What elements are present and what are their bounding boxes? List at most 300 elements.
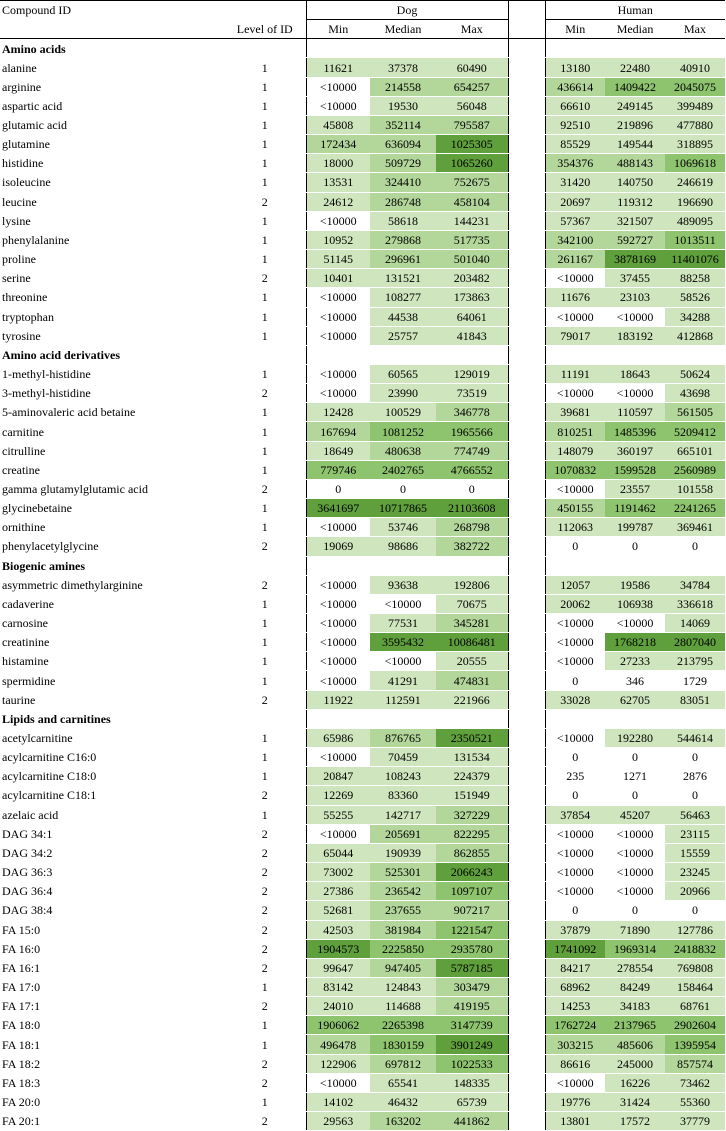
dog-min-cell: 18649 (306, 441, 370, 460)
dog-min-cell: <10000 (306, 575, 370, 594)
dog-max-cell: 129019 (436, 364, 508, 383)
dog-max-cell: 221966 (436, 690, 508, 709)
level-of-id: 1 (261, 750, 268, 765)
compound-name: 3-methyl-histidine (2, 386, 91, 401)
dog-median-cell: 296961 (370, 250, 436, 269)
dog-max-cell: 474831 (436, 671, 508, 690)
dog-median-cell: 214558 (370, 77, 436, 96)
human-min-cell: 84217 (545, 958, 605, 977)
dog-median-cell: 190939 (370, 843, 436, 862)
table-row (0, 594, 725, 613)
dog-median-cell: 205691 (370, 824, 436, 843)
table-row (0, 671, 725, 690)
level-of-id: 1 (261, 1018, 268, 1033)
human-min-cell: 92510 (545, 115, 605, 134)
dog-median-cell: 1081252 (370, 422, 436, 441)
human-median-header: Median (605, 20, 665, 39)
dog-max-cell: 2066243 (436, 863, 508, 882)
human-max-cell: 665101 (665, 441, 725, 460)
human-median-cell: 245000 (605, 1054, 665, 1073)
human-max-cell: 477880 (665, 115, 725, 134)
dog-median-cell: 83360 (370, 786, 436, 805)
dog-min-cell: 65986 (306, 728, 370, 747)
dog-median-cell: 237655 (370, 901, 436, 920)
human-max-cell: 369461 (665, 518, 725, 537)
dog-max-cell: 20555 (436, 652, 508, 671)
dog-min-cell: 1906062 (306, 1016, 370, 1035)
human-min-cell: <10000 (545, 633, 605, 652)
table-row (0, 824, 725, 843)
dog-max-cell: 419195 (436, 997, 508, 1016)
table-row (0, 767, 725, 786)
table-row (0, 901, 725, 920)
table-row (0, 250, 725, 269)
compound-name: creatine (2, 462, 40, 477)
dog-max-cell: 151949 (436, 786, 508, 805)
level-of-id: 2 (261, 960, 268, 975)
dog-max-cell: 795587 (436, 115, 508, 134)
level-of-id: 1 (261, 443, 268, 458)
dog-median-cell: 163202 (370, 1112, 436, 1131)
level-of-id: 1 (261, 654, 268, 669)
human-median-cell: 140750 (605, 173, 665, 192)
dog-min-cell: <10000 (306, 326, 370, 345)
dog-min-cell: <10000 (306, 364, 370, 383)
human-min-cell: 14253 (545, 997, 605, 1016)
dog-median-cell: 60565 (370, 364, 436, 383)
dog-max-cell: 1965566 (436, 422, 508, 441)
dog-max-cell: 458104 (436, 192, 508, 211)
dog-min-cell: 73002 (306, 863, 370, 882)
human-max-cell: 2560989 (665, 460, 725, 479)
dog-max-cell: 1221547 (436, 920, 508, 939)
level-of-id: 1 (261, 1094, 268, 1109)
dog-max-cell: 654257 (436, 77, 508, 96)
dog-min-cell: 10952 (306, 230, 370, 249)
dog-median-cell: 2265398 (370, 1016, 436, 1035)
header-row-2 (0, 20, 725, 39)
human-min-cell: 85529 (545, 135, 605, 154)
dog-max-cell: 862855 (436, 843, 508, 862)
human-median-cell: 1485396 (605, 422, 665, 441)
human-min-cell: 19776 (545, 1092, 605, 1111)
compound-name: phenylalanine (2, 232, 70, 247)
human-median-cell: 106938 (605, 594, 665, 613)
human-max-cell: 14069 (665, 614, 725, 633)
dog-max-cell: 131534 (436, 748, 508, 767)
human-min-cell: 37879 (545, 920, 605, 939)
dog-median-cell: 509729 (370, 154, 436, 173)
compound-name: phenylacetylglycine (2, 539, 99, 554)
dog-min-cell: <10000 (306, 824, 370, 843)
compound-name: carnitine (2, 424, 44, 439)
level-of-id: 2 (261, 788, 268, 803)
table-row (0, 614, 725, 633)
human-median-cell: 360197 (605, 441, 665, 460)
table-row (0, 96, 725, 115)
human-min-cell: 11676 (545, 288, 605, 307)
human-median-cell: 278554 (605, 958, 665, 977)
table-row (0, 1035, 725, 1054)
human-max-cell: 196690 (665, 192, 725, 211)
dog-max-cell: 441862 (436, 1112, 508, 1131)
dog-median-cell: 23990 (370, 384, 436, 403)
table-row (0, 1016, 725, 1035)
human-max-cell: 2902604 (665, 1016, 725, 1035)
human-min-cell: <10000 (545, 863, 605, 882)
human-median-cell: 22480 (605, 58, 665, 77)
dog-min-cell: <10000 (306, 671, 370, 690)
table-row (0, 977, 725, 996)
category-row (0, 556, 725, 575)
human-min-cell: 68962 (545, 977, 605, 996)
human-min-cell: 354376 (545, 154, 605, 173)
dog-min-cell: 12428 (306, 403, 370, 422)
human-median-cell: <10000 (605, 843, 665, 862)
level-of-id: 1 (261, 980, 268, 995)
level-of-id: 1 (261, 175, 268, 190)
level-of-id: 1 (261, 731, 268, 746)
dog-min-cell: 11922 (306, 690, 370, 709)
human-median-cell: 110597 (605, 403, 665, 422)
human-max-cell: 2807040 (665, 633, 725, 652)
dog-median-cell: 53746 (370, 518, 436, 537)
dog-median-header: Median (370, 20, 436, 39)
dog-min-cell: 24010 (306, 997, 370, 1016)
dog-min-cell: 13531 (306, 173, 370, 192)
human-max-cell: 50624 (665, 364, 725, 383)
human-max-cell: 561505 (665, 403, 725, 422)
human-median-cell: <10000 (605, 882, 665, 901)
human-min-cell: <10000 (545, 479, 605, 498)
dog-median-cell: 112591 (370, 690, 436, 709)
dog-max-cell: 501040 (436, 250, 508, 269)
table-row (0, 939, 725, 958)
dog-min-cell: 24612 (306, 192, 370, 211)
human-median-cell: 592727 (605, 230, 665, 249)
dog-median-cell: 3595432 (370, 633, 436, 652)
table-row (0, 633, 725, 652)
human-min-cell: 148079 (545, 441, 605, 460)
human-max-cell: 5209412 (665, 422, 725, 441)
dog-median-cell: 108277 (370, 288, 436, 307)
human-median-cell: 0 (605, 901, 665, 920)
dog-max-cell: 346778 (436, 403, 508, 422)
table-row (0, 211, 725, 230)
human-min-cell: 31420 (545, 173, 605, 192)
level-of-id: 2 (261, 826, 268, 841)
human-median-cell: 62705 (605, 690, 665, 709)
human-median-cell: 16226 (605, 1073, 665, 1092)
table-row (0, 690, 725, 709)
compound-name: creatinine (2, 635, 50, 650)
compound-name: ornithine (2, 520, 46, 535)
dog-max-cell: 144231 (436, 211, 508, 230)
human-max-cell: 0 (665, 786, 725, 805)
human-max-cell: 11401076 (665, 250, 725, 269)
level-of-id: 2 (261, 865, 268, 880)
human-median-cell: 485606 (605, 1035, 665, 1054)
human-max-cell: 336618 (665, 594, 725, 613)
compound-name: FA 20:1 (2, 1114, 41, 1129)
human-median-cell: <10000 (605, 384, 665, 403)
level-of-id: 2 (261, 481, 268, 496)
dog-max-cell: 303479 (436, 977, 508, 996)
compound-name: azelaic acid (2, 807, 59, 822)
human-min-cell: <10000 (545, 307, 605, 326)
human-max-cell: 40910 (665, 58, 725, 77)
dog-median-cell: 142717 (370, 805, 436, 824)
human-min-cell: 86616 (545, 1054, 605, 1073)
dog-max-cell: 3147739 (436, 1016, 508, 1035)
table-row (0, 173, 725, 192)
human-max-cell: 857574 (665, 1054, 725, 1073)
dog-min-cell: <10000 (306, 288, 370, 307)
human-median-cell: 1271 (605, 767, 665, 786)
dog-max-cell: 21103608 (436, 499, 508, 518)
compound-name: FA 18:2 (2, 1056, 41, 1071)
level-of-id: 1 (261, 616, 268, 631)
compound-name: isoleucine (2, 175, 51, 190)
dog-min-cell: 51145 (306, 250, 370, 269)
level-of-id-header: Level of ID (224, 20, 306, 39)
level-of-id: 2 (261, 577, 268, 592)
compound-name: 5-aminovaleric acid betaine (2, 405, 136, 420)
category-label: Biogenic amines (2, 558, 85, 573)
dog-min-cell: 42503 (306, 920, 370, 939)
dog-min-cell: 122906 (306, 1054, 370, 1073)
level-of-id: 2 (261, 845, 268, 860)
dog-median-cell: 480638 (370, 441, 436, 460)
compound-name: aspartic acid (2, 98, 63, 113)
compound-name: tryptophan (2, 309, 54, 324)
human-max-cell: 83051 (665, 690, 725, 709)
dog-max-cell: 56048 (436, 96, 508, 115)
level-of-id: 2 (261, 1075, 268, 1090)
compound-name: carnosine (2, 616, 48, 631)
dog-max-cell: 382722 (436, 537, 508, 556)
human-median-cell: 84249 (605, 977, 665, 996)
dog-min-cell: <10000 (306, 77, 370, 96)
level-of-id: 2 (261, 539, 268, 554)
human-median-cell: 321507 (605, 211, 665, 230)
human-min-cell: <10000 (545, 728, 605, 747)
compound-name: FA 15:0 (2, 922, 41, 937)
compound-name: asymmetric dimethylarginine (2, 577, 143, 592)
human-max-cell: 34288 (665, 307, 725, 326)
dog-max-cell: 224379 (436, 767, 508, 786)
compound-name: FA 16:0 (2, 941, 41, 956)
table-row (0, 192, 725, 211)
human-min-cell: 11191 (545, 364, 605, 383)
dog-max-cell: 1022533 (436, 1054, 508, 1073)
table-row (0, 786, 725, 805)
compound-id-header: Compound ID (0, 1, 224, 20)
level-of-id: 1 (261, 60, 268, 75)
dog-median-cell: 10717865 (370, 499, 436, 518)
dog-max-cell: 2935780 (436, 939, 508, 958)
human-median-cell: 23103 (605, 288, 665, 307)
table-row (0, 288, 725, 307)
human-min-cell: <10000 (545, 614, 605, 633)
level-of-id: 1 (261, 520, 268, 535)
compound-name: FA 18:0 (2, 1018, 41, 1033)
human-max-cell: 2045075 (665, 77, 725, 96)
human-median-cell: 34183 (605, 997, 665, 1016)
dog-median-cell: 108243 (370, 767, 436, 786)
level-of-id: 2 (261, 922, 268, 937)
level-of-id: 2 (261, 194, 268, 209)
dog-max-cell: 148335 (436, 1073, 508, 1092)
human-median-cell: 23557 (605, 479, 665, 498)
dog-max-cell: 173863 (436, 288, 508, 307)
category-label: Amino acid derivatives (2, 347, 120, 362)
human-median-cell: 71890 (605, 920, 665, 939)
dog-min-cell: <10000 (306, 652, 370, 671)
table-row (0, 230, 725, 249)
dog-min-cell: <10000 (306, 307, 370, 326)
dog-median-cell: <10000 (370, 594, 436, 613)
dog-max-cell: 345281 (436, 614, 508, 633)
table-row (0, 728, 725, 747)
dog-max-cell: 60490 (436, 58, 508, 77)
compound-name: glutamine (2, 137, 50, 152)
dog-max-cell: 822295 (436, 824, 508, 843)
table-body (0, 39, 725, 1131)
table-row (0, 479, 725, 498)
dog-max-cell: 203482 (436, 269, 508, 288)
table-row (0, 384, 725, 403)
human-median-cell: 149544 (605, 135, 665, 154)
human-min-cell: 0 (545, 671, 605, 690)
table-row (0, 882, 725, 901)
dog-max-cell: 517735 (436, 230, 508, 249)
dog-max-cell: 327229 (436, 805, 508, 824)
level-of-id: 2 (261, 884, 268, 899)
dog-max-cell: 41843 (436, 326, 508, 345)
human-min-cell: 810251 (545, 422, 605, 441)
human-median-cell: 192280 (605, 728, 665, 747)
level-of-id: 2 (261, 1056, 268, 1071)
table-row (0, 441, 725, 460)
compound-name: histidine (2, 156, 44, 171)
level-of-id: 1 (261, 807, 268, 822)
level-of-id: 1 (261, 673, 268, 688)
dog-max-header: Max (436, 20, 508, 39)
human-min-cell: 303215 (545, 1035, 605, 1054)
level-of-id: 1 (261, 98, 268, 113)
dog-min-cell: 496478 (306, 1035, 370, 1054)
level-of-id: 1 (261, 118, 268, 133)
dog-median-cell: 77531 (370, 614, 436, 633)
dog-max-cell: 3901249 (436, 1035, 508, 1054)
dog-min-cell: <10000 (306, 518, 370, 537)
compound-name: FA 18:3 (2, 1075, 41, 1090)
table-row (0, 1054, 725, 1073)
human-min-cell: 0 (545, 786, 605, 805)
human-median-cell: 346 (605, 671, 665, 690)
table-row (0, 307, 725, 326)
human-median-cell: 1768218 (605, 633, 665, 652)
human-max-cell: 0 (665, 748, 725, 767)
human-median-cell: 119312 (605, 192, 665, 211)
compound-name: glutamic acid (2, 118, 67, 133)
human-max-cell: 101558 (665, 479, 725, 498)
table-row (0, 920, 725, 939)
level-of-id: 2 (261, 692, 268, 707)
dog-max-cell: 752675 (436, 173, 508, 192)
table-row (0, 135, 725, 154)
compound-name: FA 17:1 (2, 999, 41, 1014)
level-of-id: 2 (261, 999, 268, 1014)
human-max-cell: 769808 (665, 958, 725, 977)
human-max-cell: 246619 (665, 173, 725, 192)
human-max-cell: 34784 (665, 575, 725, 594)
human-median-cell: 219896 (605, 115, 665, 134)
dog-median-cell: 697812 (370, 1054, 436, 1073)
table-row (0, 1073, 725, 1092)
table-row (0, 843, 725, 862)
human-median-cell: 37455 (605, 269, 665, 288)
human-max-cell: 1395954 (665, 1035, 725, 1054)
dog-median-cell: 2402765 (370, 460, 436, 479)
dog-max-cell: 4766552 (436, 460, 508, 479)
human-max-cell: 2241265 (665, 499, 725, 518)
dog-median-cell: 25757 (370, 326, 436, 345)
dog-min-cell: 52681 (306, 901, 370, 920)
human-max-cell: 37779 (665, 1112, 725, 1131)
dog-median-cell: 876765 (370, 728, 436, 747)
dog-min-cell: 172434 (306, 135, 370, 154)
human-median-cell: 0 (605, 786, 665, 805)
level-of-id: 2 (261, 941, 268, 956)
human-max-cell: 158464 (665, 977, 725, 996)
table-row (0, 575, 725, 594)
human-max-cell: 23245 (665, 863, 725, 882)
table-row (0, 364, 725, 383)
human-median-cell: 18643 (605, 364, 665, 383)
human-max-cell: 2418832 (665, 939, 725, 958)
compound-name: threonine (2, 290, 48, 305)
table-row (0, 652, 725, 671)
dog-median-cell: 131521 (370, 269, 436, 288)
human-min-cell: <10000 (545, 384, 605, 403)
human-max-cell: 412868 (665, 326, 725, 345)
compound-name: cadaverine (2, 596, 54, 611)
human-min-cell: 39681 (545, 403, 605, 422)
dog-median-cell: 324410 (370, 173, 436, 192)
human-min-cell: <10000 (545, 843, 605, 862)
level-of-id: 1 (261, 213, 268, 228)
dog-min-cell: <10000 (306, 1073, 370, 1092)
human-median-cell: 1191462 (605, 499, 665, 518)
dog-min-cell: <10000 (306, 594, 370, 613)
compound-name: 1-methyl-histidine (2, 367, 91, 382)
human-max-header: Max (665, 20, 725, 39)
category-row (0, 345, 725, 364)
human-min-cell: 436614 (545, 77, 605, 96)
human-max-cell: 2876 (665, 767, 725, 786)
human-min-cell: 13801 (545, 1112, 605, 1131)
human-min-cell: 450155 (545, 499, 605, 518)
table-row (0, 748, 725, 767)
human-max-cell: 1069618 (665, 154, 725, 173)
dog-median-cell: 1830159 (370, 1035, 436, 1054)
dog-median-cell: 41291 (370, 671, 436, 690)
dog-median-cell: 286748 (370, 192, 436, 211)
human-median-cell: 27233 (605, 652, 665, 671)
level-of-id: 1 (261, 328, 268, 343)
